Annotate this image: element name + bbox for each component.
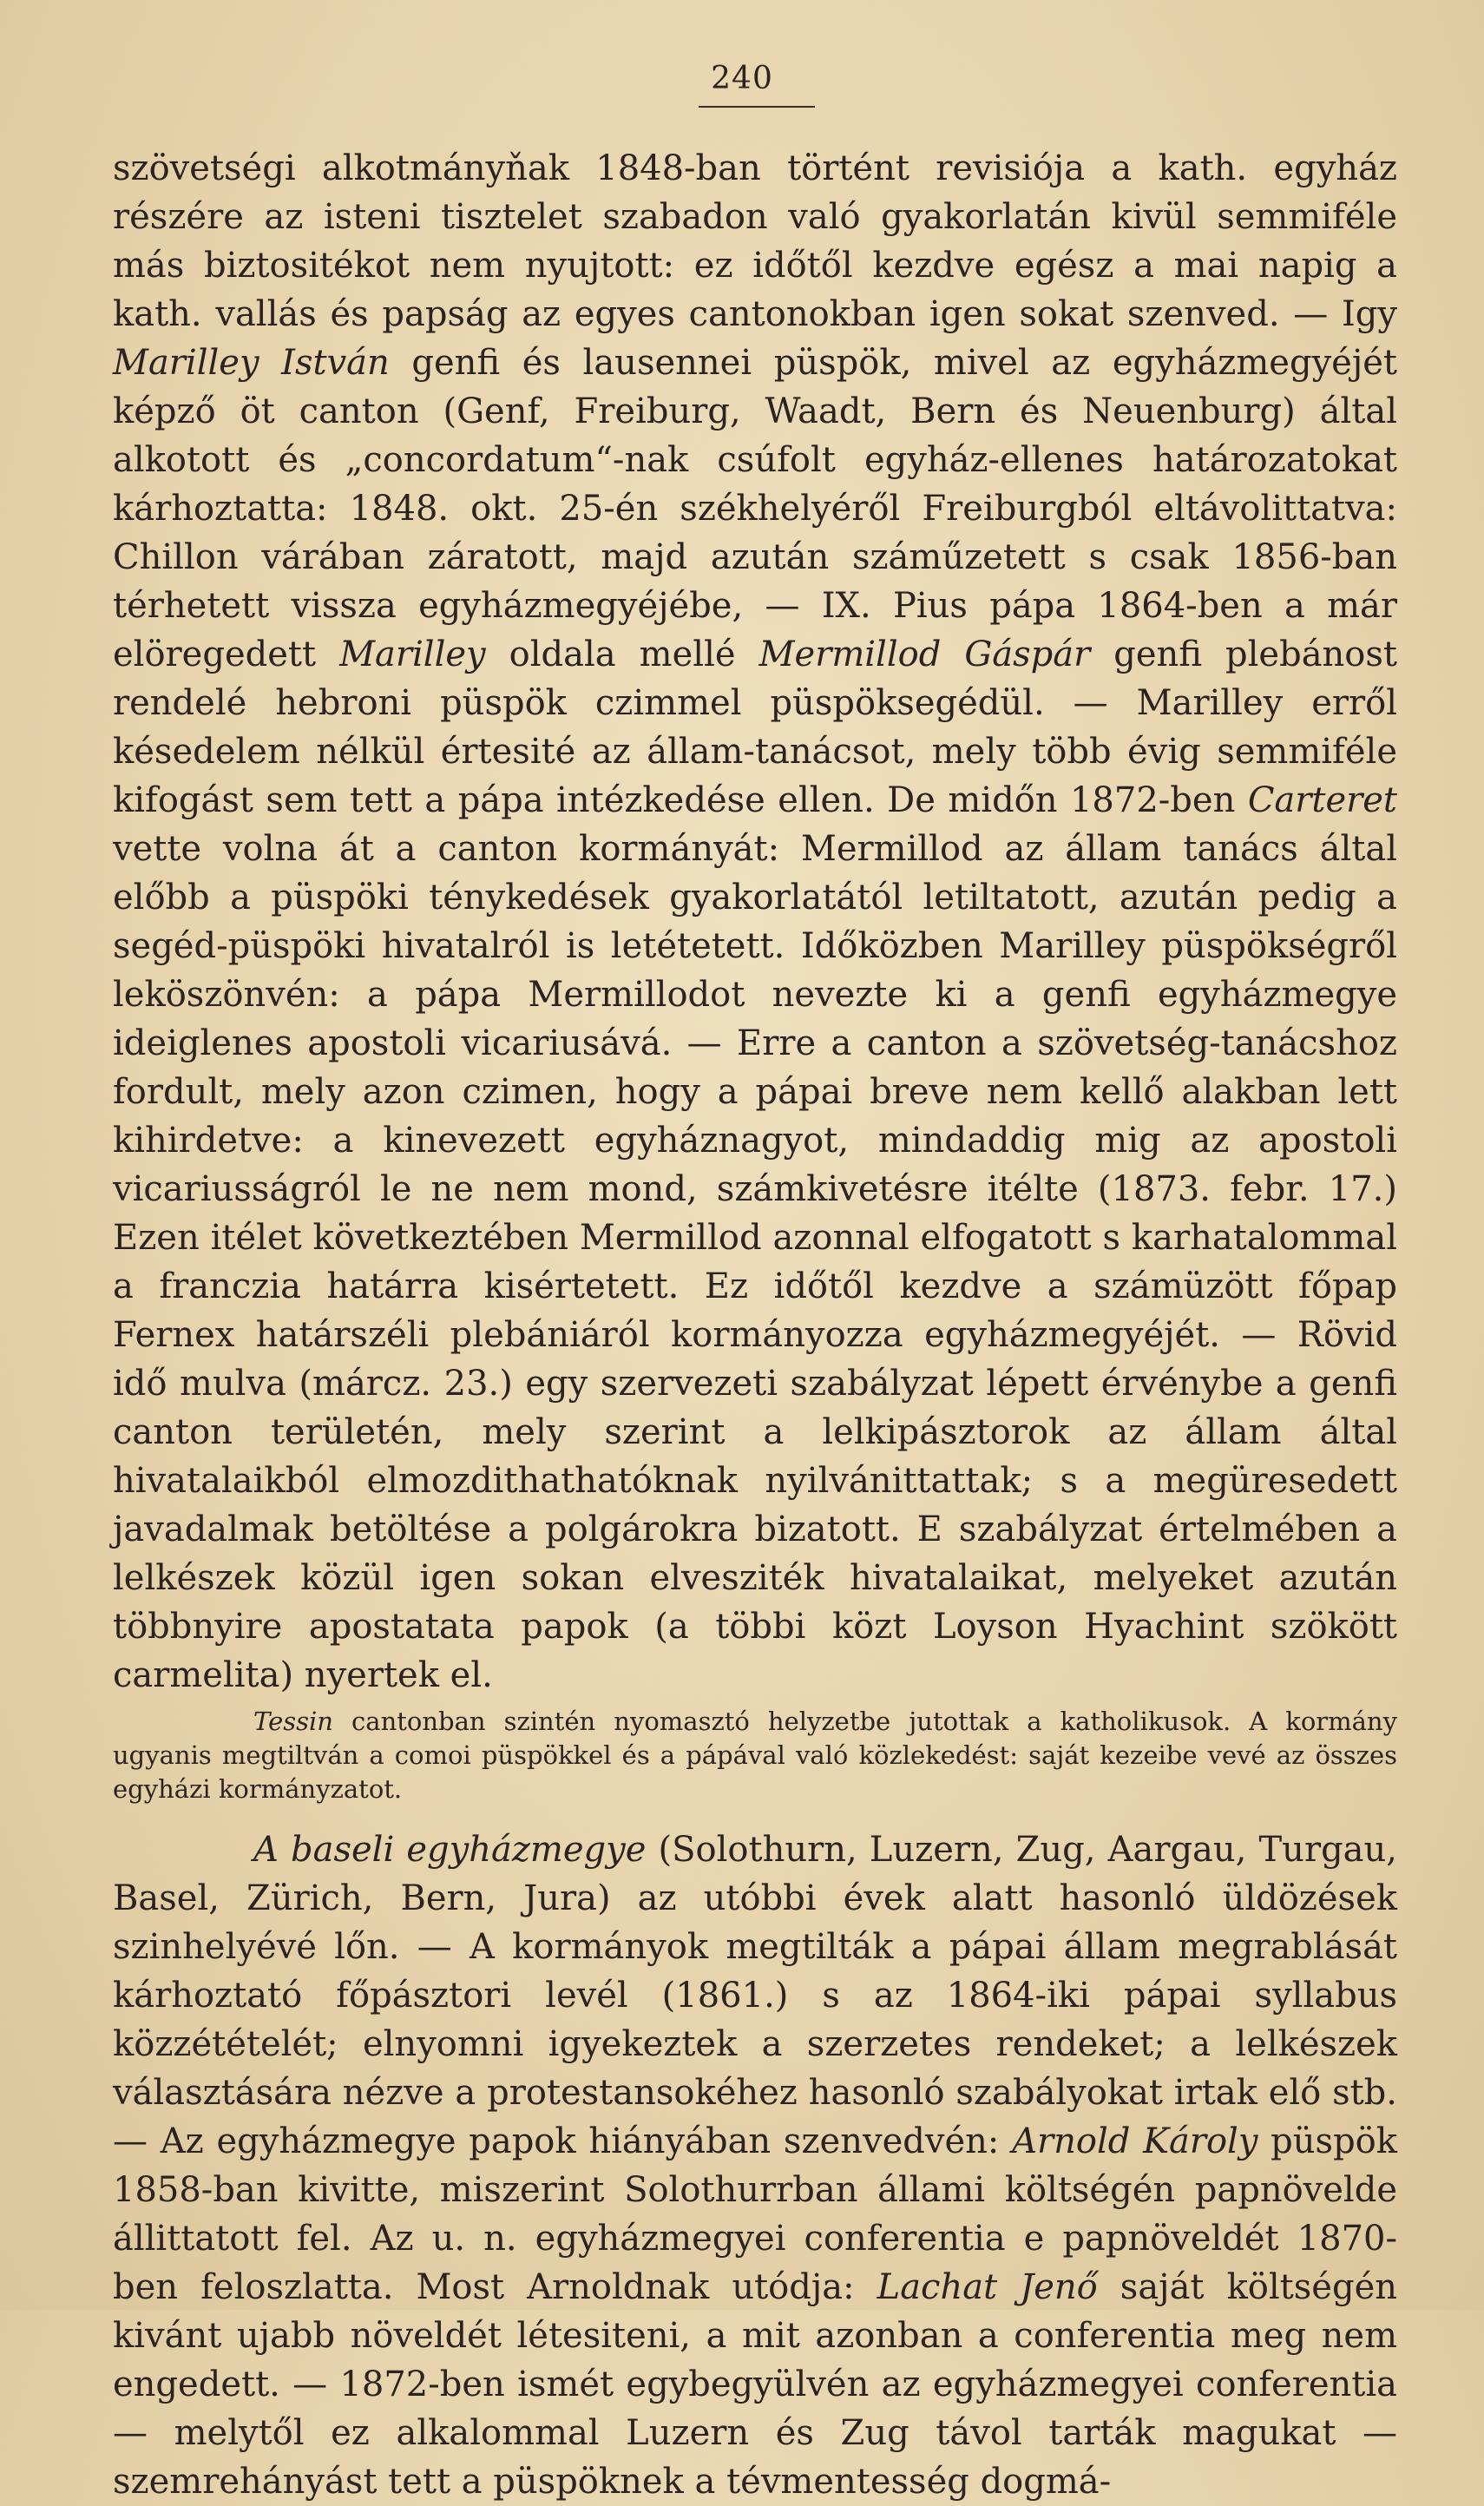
text-run: szövetségi alkotmányňak 1848-ban történt revisiója a kath. egyház részére az isteni tisztelet szabadon való gyakorlatán kivül semmiféle más biztositékot nem nyujtott: ez időtől kezdve egész a mai napig a kath. vallás és papság az egyes cantonokban igen sokat szenved. — Igy xyxy=(113,148,1397,334)
text-run: cantonban szintén nyomasztó helyzetbe jutottak a katholikusok. A kormány ugyanis megtiltván a comoi püspökkel és a pápával való közlekedést: saját kezeibe vevé az összes egyházi kormányzatot. xyxy=(113,1707,1397,1804)
text-run: genfi plebánost rendelé hebroni püspök czimmel püspöksegédül. — Marilley erről késedelem nélkül értesité az állam-tanácsot, mely több évig semmiféle kifogást sem tett a pápa intézkedése ellen. De midőn 1872-ben xyxy=(113,635,1397,820)
text-run: oldala mellé xyxy=(485,635,759,674)
paragraph-geneva xyxy=(113,144,1397,1700)
name-marilley-istvan: Marilley István xyxy=(113,343,390,383)
text-run: vette volna át a canton kormányát: Mermillod az állam tanács által előbb a püspöki ténykedések gyakorlatától letiltatott, azután pedig a segéd-püspöki hivatalról is letétetett. Időközben Marilley püspökségről leköszönvén: a pápa Mermillodot nevezte ki a genfi egyházmegye ideiglenes apostoli vicariusává. — Erre a canton a szövetség-tanácshoz fordult, mely azon czimen, hogy a pápai breve nem kellő alakban lett kihirdetve: a kinevezett egyháznagyot, mindaddig mig az apostoli vicariusságról le ne nem mond, számkivetésre itélte (1873. febr. 17.) Ezen itélet következtében Mermillod azonnal elfogatott s karhatalommal a franczia határra kisértetett. Ez időtől kezdve a számüzött főpap Fernex határszéli plebániáról kormányozza egyházmegyéjét. — Rövid idő mulva (márcz. 23.) egy szervezeti szabályzat lépett érvénybe a genfi canton területén, mely szerint a lelkipásztorok az állam által hivatalaikból elmozdithathatóknak nyilvánittattak; s a megüresedett javadalmak betöltése a polgárokra bizatott. E szabályzat értelmében a lelkészek közül igen sokan elvesziték hivatalaikat, melyeket azután többnyire apostatata papok (a többi közt Loyson Hyachint szökött carmelita) nyertek el. xyxy=(113,829,1397,1695)
text-run: saját költségén kivánt ujabb növeldét létesiteni, a mit azonban a conferentia meg nem engedett. — 1872-ben ismét egybegyülvén az egyházmegyei conferentia — melytől ez alkalommal Luzern és Zug távol tarták magukat — szemrehányást tett a püspöknek a tévmentesség dogmá- xyxy=(113,2267,1397,2502)
name-marilley: Marilley xyxy=(339,635,486,674)
paragraph-tessin xyxy=(113,1705,1397,1806)
name-arnold-karoly: Arnold Károly xyxy=(1012,2121,1258,2161)
name-carteret: Carteret xyxy=(1247,780,1397,820)
body-text xyxy=(113,144,1397,2506)
heading-baseli-egyhazmegye: A baseli egyházmegye xyxy=(253,1830,647,1870)
page-number: 240 xyxy=(711,61,773,96)
text-run: genfi és lausennei püspök, mivel az egyházmegyéjét képző öt canton (Genf, Freiburg, Waadt, Bern és Neuenburg) által alkotott és „concordatum“-nak csúfolt egyház-ellenes határozatokat kárhoztatta: 1848. okt. 25-én székhelyéről Freiburgból eltávolittatva: Chillon várában záratott, majd azután száműzetett s csak 1856-ban térhetett vissza egyházmegyéjébe, — IX. Pius pápa 1864-ben a már elöregedett xyxy=(113,343,1397,674)
text-run: püspök 1858-ban kivitte, miszerint Solothurrban állami költségén papnövelde állittatott fel. Az u. n. egyházmegyei conferentia e papnöveldét 1870-ben feloszlatta. Most Arnoldnak utódja: xyxy=(113,2121,1397,2307)
text-run: (Solothurn, Luzern, Zug, Aargau, Turgau, Basel, Zürich, Bern, Jura) az utóbbi évek alatt hasonló üldözések szinhelyévé lőn. — A kormányok megtilták a pápai állam megrablását kárhoztató főpásztori levél (1861.) s az 1864-iki pápai syllabus közzétételét; elnyomni igyekeztek a szerzetes rendeket; a lelkészek választására nézve a protestansokéhez hasonló szabályokat irtak elő stb. — Az egyházmegye papok hiányában szenvedvén: xyxy=(113,1830,1397,2161)
name-tessin: Tessin xyxy=(253,1707,333,1736)
paragraph-basel xyxy=(113,1825,1397,2506)
name-mermillod-gaspar: Mermillod Gáspár xyxy=(758,635,1091,674)
header-rule xyxy=(699,106,815,108)
name-lachat-jeno: Lachat Jenő xyxy=(877,2267,1098,2307)
